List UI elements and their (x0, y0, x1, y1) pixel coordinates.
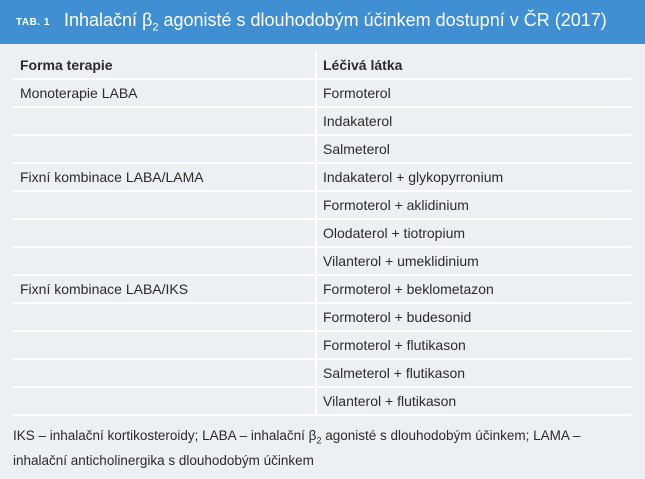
table-row (12, 219, 632, 247)
table-row (12, 359, 632, 387)
table-row (12, 191, 632, 219)
cell-therapy-form (12, 135, 316, 163)
cell-therapy-form (12, 359, 316, 387)
table-number-label: TAB. 1 (16, 16, 50, 28)
table-title-subscript: 2 (152, 21, 159, 34)
cell-active-substance: Indakaterol (316, 107, 632, 135)
cell-active-substance: Formoterol + beklometazon (316, 275, 632, 303)
table-row (12, 387, 632, 415)
cell-active-substance: Salmeterol (316, 135, 632, 163)
table-wrapper (12, 51, 632, 416)
cell-active-substance: Vilanterol + umeklidinium (316, 247, 632, 275)
cell-active-substance: Vilanterol + flutikason (316, 387, 632, 415)
cell-therapy-form (12, 331, 316, 359)
footnote-pre: IKS – inhalační kortikosteroidy; LABA – inhalační β (13, 428, 317, 443)
cell-active-substance: Formoterol (316, 79, 632, 107)
table-title-bar (0, 0, 645, 44)
cell-therapy-form: Fixní kombinace LABA/IKS (12, 275, 316, 303)
cell-therapy-form (12, 247, 316, 275)
table-footnote (13, 426, 633, 470)
table-body (12, 79, 632, 415)
header-active-substance: Léčivá látka (316, 51, 632, 79)
cell-therapy-form (12, 387, 316, 415)
cell-active-substance: Formoterol + budesonid (316, 303, 632, 331)
cell-active-substance: Olodaterol + tiotropium (316, 219, 632, 247)
cell-therapy-form (12, 303, 316, 331)
cell-therapy-form: Fixní kombinace LABA/LAMA (12, 163, 316, 191)
table-title-pre: Inhalační β (63, 10, 153, 31)
cell-therapy-form (12, 107, 316, 135)
cell-therapy-form (12, 219, 316, 247)
header-therapy-form: Forma terapie (12, 51, 316, 79)
table-row (12, 331, 632, 359)
table-row (12, 163, 632, 191)
cell-active-substance: Salmeterol + flutikason (316, 359, 632, 387)
table-title (64, 10, 607, 34)
footnote-post: agonisté s dlouhodobým účinkem; LAMA – inhalační anticholinergika s dlouhodobým účinkem (13, 428, 581, 468)
table-row (12, 247, 632, 275)
table-row (12, 275, 632, 303)
cell-active-substance: Indakaterol + glykopyrronium (316, 163, 632, 191)
table-row (12, 303, 632, 331)
table-row (12, 135, 632, 163)
cell-therapy-form (12, 191, 316, 219)
cell-active-substance: Formoterol + aklidinium (316, 191, 632, 219)
table-header-row (12, 51, 632, 79)
drug-table (12, 51, 632, 416)
table-row (12, 107, 632, 135)
table-title-post: agonisté s dlouhodobým účinkem dostupní v ČR (2017) (158, 10, 607, 31)
cell-therapy-form: Monoterapie LABA (12, 79, 316, 107)
footnote-subscript: 2 (316, 435, 322, 446)
cell-active-substance: Formoterol + flutikason (316, 331, 632, 359)
table-row (12, 79, 632, 107)
